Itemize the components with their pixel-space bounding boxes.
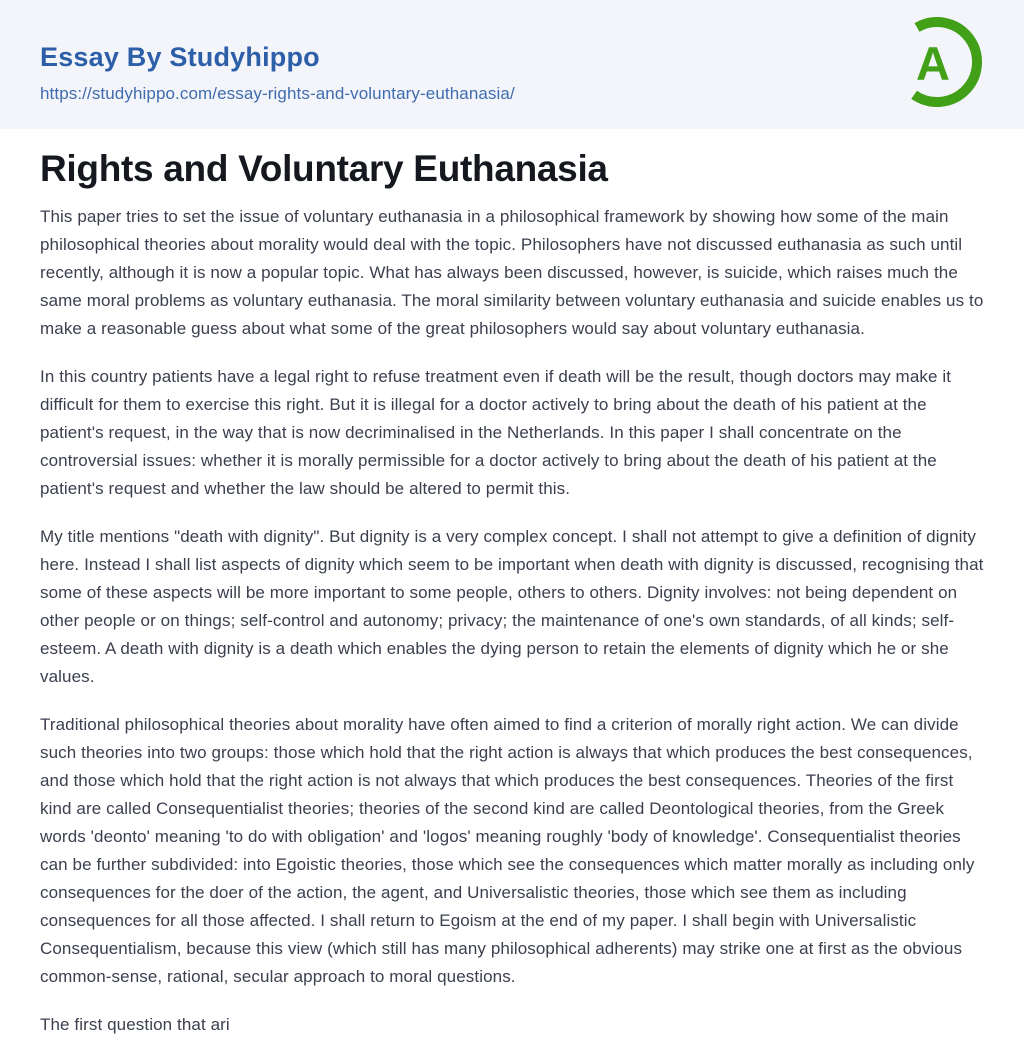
logo-letter: A: [916, 37, 950, 90]
header-text-block: [40, 42, 515, 104]
essay-paragraph: This paper tries to set the issue of voluntary euthanasia in a philosophical framework by showing how some of the main philosophical theories about morality would deal with the topic. Philosophers have not discussed euthanasia as such until recently, although it is now a popular topic. What has always been discussed, however, is suicide, which raises much the same moral problems as voluntary euthanasia. The moral similarity between voluntary euthanasia and suicide enables us to make a reasonable guess about what some of the great philosophers would say about voluntary euthanasia.: [40, 206, 984, 338]
studyhippo-logo-icon: [892, 17, 982, 107]
essay-content: [0, 129, 1024, 1039]
page-header: [0, 0, 1024, 129]
essay-title: Rights and Voluntary Euthanasia: [40, 148, 608, 189]
logo-arc-icon: [892, 17, 982, 107]
source-url-link[interactable]: https://studyhippo.com/essay-rights-and-voluntary-euthanasia/: [40, 84, 515, 104]
essay-paragraph: My title mentions "death with dignity". But dignity is a very complex concept. I shall not attempt to give a definition of dignity here. Instead I shall list aspects of dignity which seem to be important when death with dignity is discussed, recognising that some of these aspects will be more important to some people, others to others. Dignity involves: not being dependent on other people or on things; self-control and autonomy; privacy; the maintenance of one's own standards, of all kinds; self-esteem. A death with dignity is a death which enables the dying person to retain the elements of dignity which he or she values.: [40, 526, 984, 686]
essay-paragraphs: [40, 203, 984, 1039]
essay-paragraph: The first question that ari: [40, 1014, 230, 1034]
byline: Essay By Studyhippo: [40, 42, 320, 72]
essay-paragraph: In this country patients have a legal right to refuse treatment even if death will be the result, though doctors may make it difficult for them to exercise this right. But it is illegal for a doctor actively to bring about the death of his patient at the patient's request, in the way that is now decriminalised in the Netherlands. In this paper I shall concentrate on the controversial issues: whether it is morally permissible for a doctor actively to bring about the death of his patient at the patient's request and whether the law should be altered to permit this.: [40, 366, 952, 498]
essay-paragraph: Traditional philosophical theories about morality have often aimed to find a criterion of morally right action. We can divide such theories into two groups: those which hold that the right action is always that which produces the best consequences, and those which hold that the right action is not always that which produces the best consequences. Theories of the first kind are called Consequentialist theories; theories of the second kind are called Deontological theories, from the Greek words 'deonto' meaning 'to do with obligation' and 'logos' meaning roughly 'body of knowledge'. Consequentialist theories can be further subdivided: into Egoistic theories, those which see the consequences which matter morally as including only consequences for the doer of the action, the agent, and Universalistic theories, those which see them as including consequences for all those affected. I shall return to Egoism at the end of my paper. I shall begin with Universalistic Consequentialism, because this view (which still has many philosophical adherents) may strike one at first as the obvious common-sense, rational, secular approach to moral questions.: [40, 714, 975, 986]
